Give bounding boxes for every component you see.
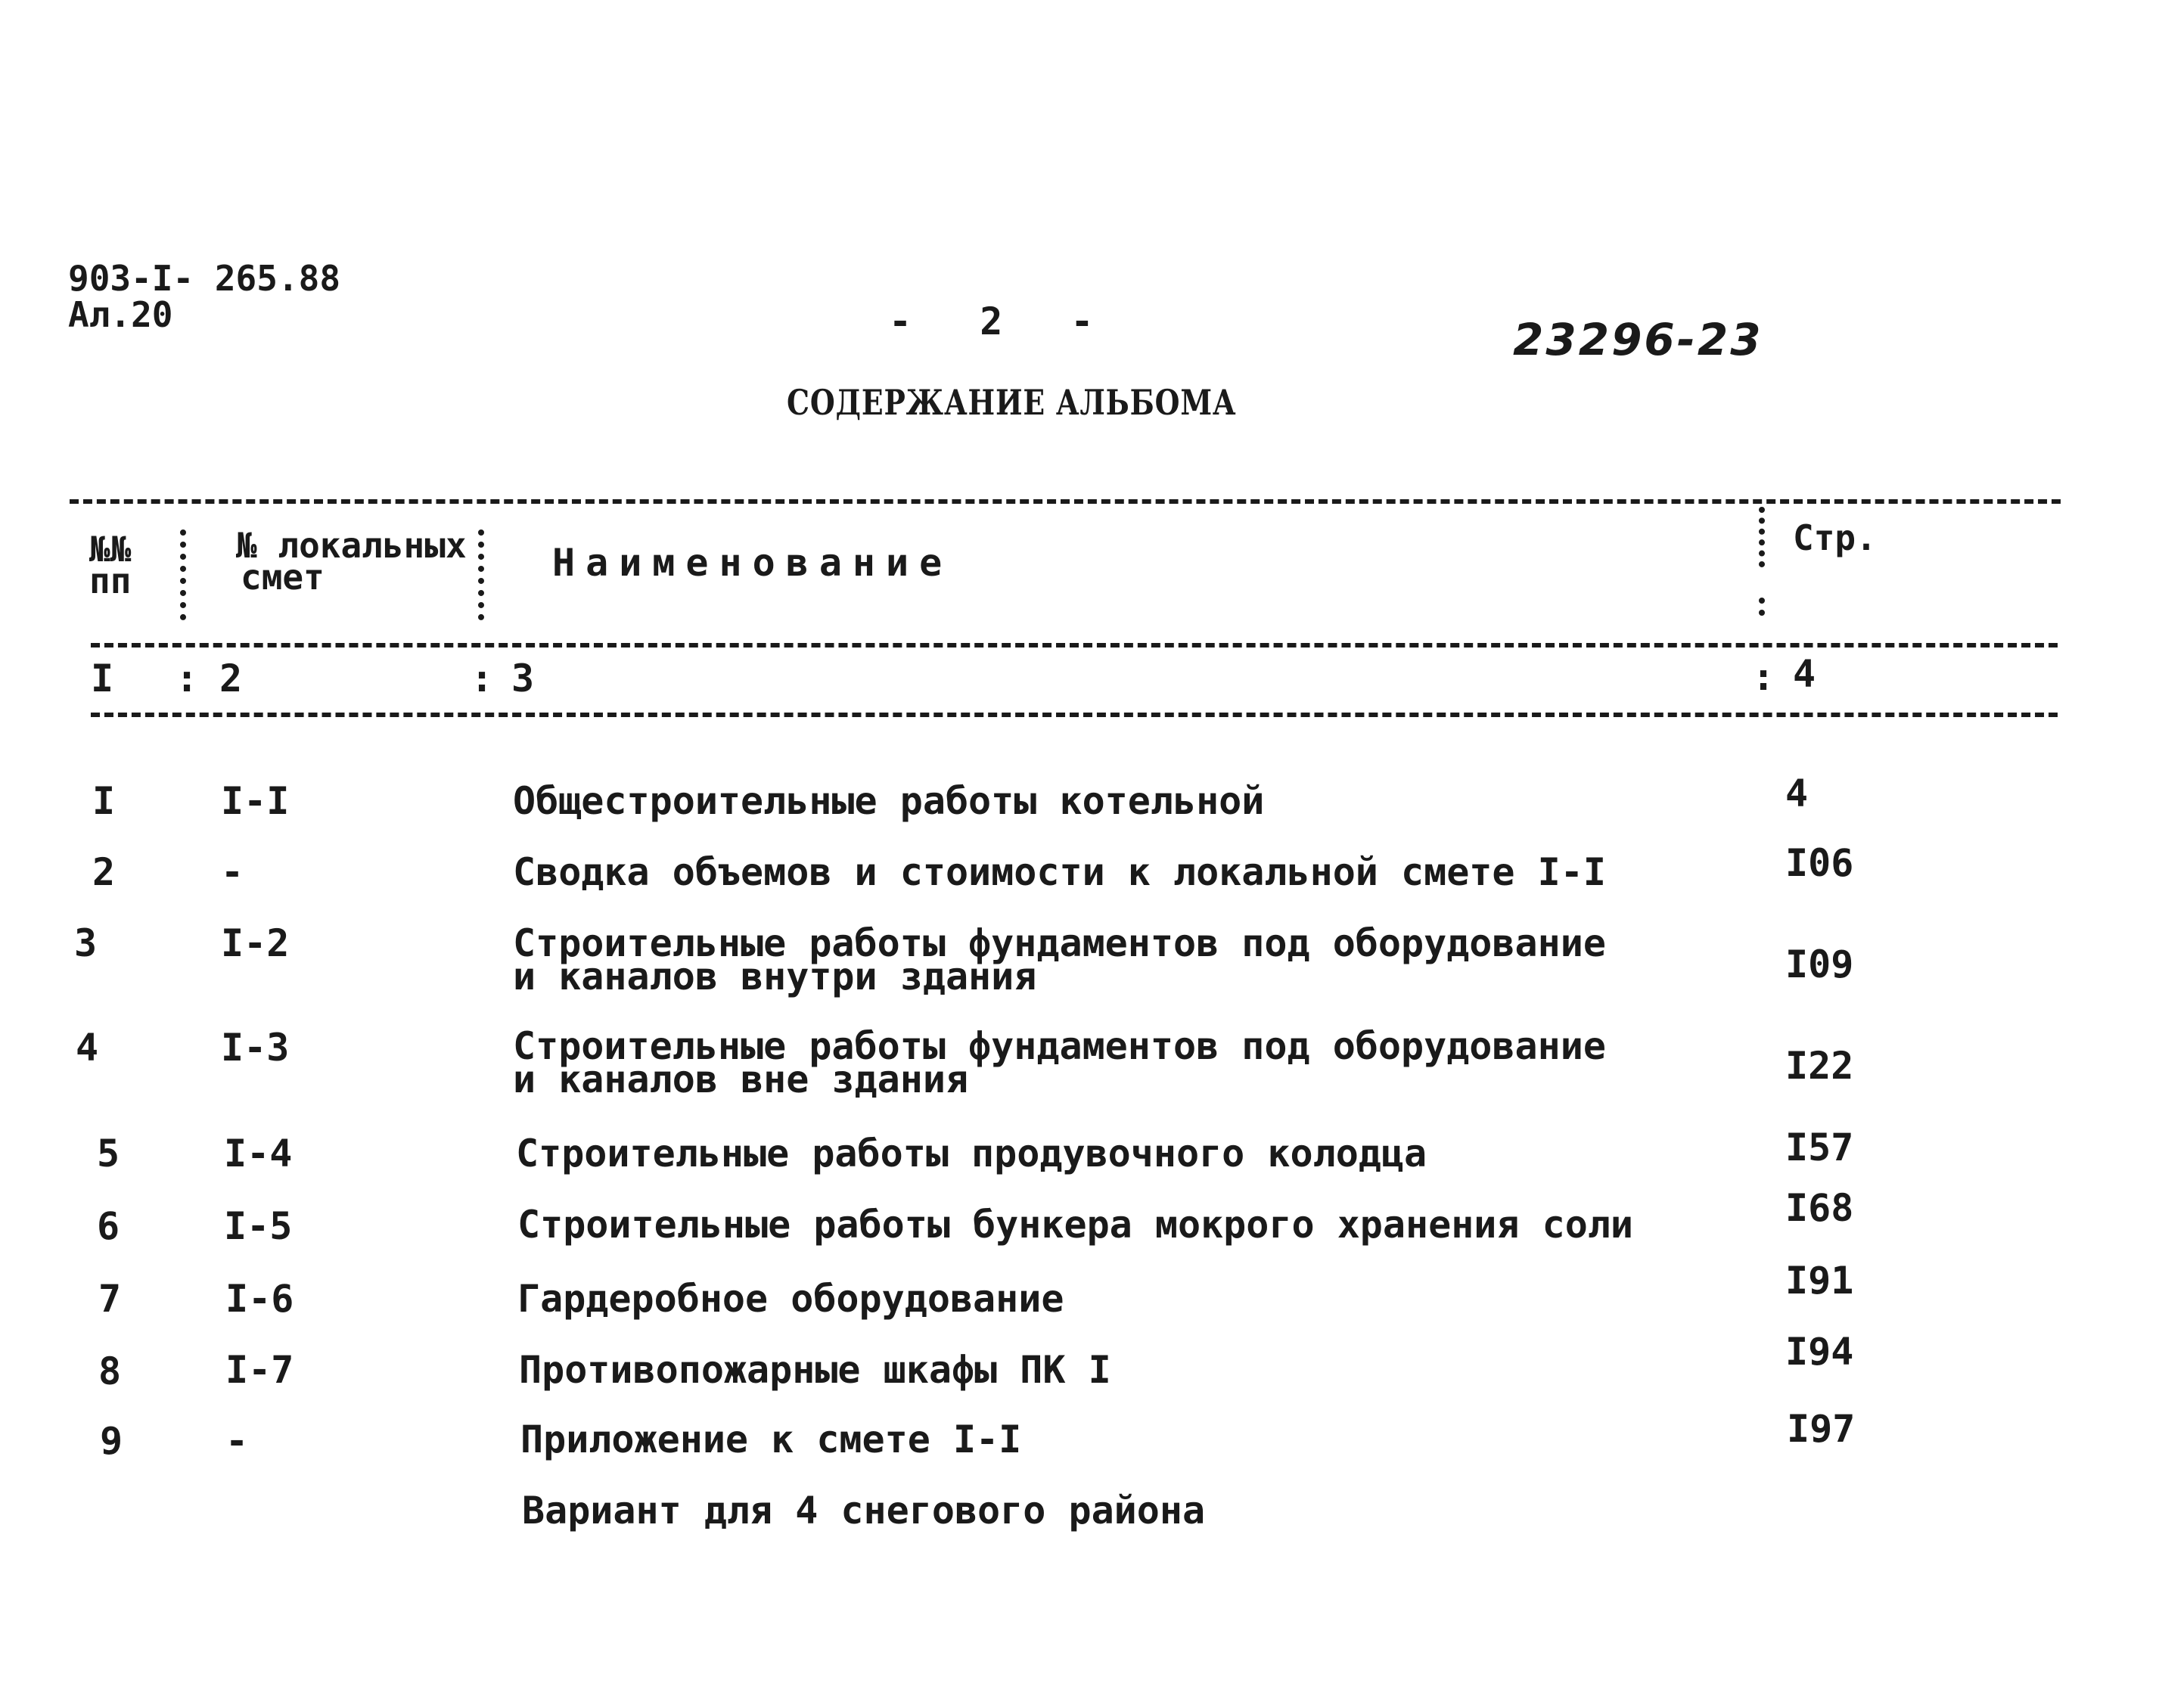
row-5-number: 5	[97, 1132, 120, 1175]
column-header-estimate-line2: смет	[241, 557, 325, 598]
row-4-number: 4	[76, 1026, 99, 1070]
row-2-estimate: -	[221, 850, 244, 894]
row-1-name: Общестроительные работы котельной	[513, 779, 1265, 823]
row-3-number: 3	[74, 921, 98, 965]
row-6-page: I68	[1785, 1186, 1854, 1230]
row-3-estimate: I-2	[221, 921, 290, 965]
table-header-rule	[91, 643, 2058, 647]
row-4-name-line2: и каналов вне здания	[513, 1057, 969, 1101]
table-colnum-rule	[91, 713, 2058, 717]
album-number: Ал.20	[68, 294, 173, 335]
header-separator-1	[180, 529, 186, 620]
row-1-number: I	[92, 779, 116, 823]
row-9-name: Приложение к смете I-I	[520, 1418, 1022, 1461]
document-code: 903-I- 265.88	[68, 258, 341, 299]
row-8-estimate: I-7	[225, 1348, 294, 1392]
row-2-page: I06	[1785, 841, 1854, 885]
row-5-estimate: I-4	[224, 1132, 293, 1175]
row-5-page: I57	[1785, 1126, 1854, 1169]
row-7-number: 7	[98, 1277, 122, 1321]
column-number-separator: :	[1752, 655, 1775, 699]
column-number-2: 2	[219, 657, 243, 700]
row-3-page: I09	[1785, 943, 1854, 986]
header-separator-3	[1759, 507, 1765, 567]
row-8-name: Противопожарные шкафы ПК I	[519, 1348, 1111, 1392]
column-header-page: Стр.	[1793, 517, 1877, 558]
column-number-separator: :	[471, 657, 494, 700]
row-7-estimate: I-6	[225, 1277, 294, 1321]
row-2-number: 2	[92, 850, 116, 894]
column-number-3: 3	[511, 657, 535, 700]
row-1-page: 4	[1785, 772, 1809, 815]
row-7-page: I91	[1785, 1259, 1854, 1303]
row-2-name: Сводка объемов и стоимости к локальной смете I-I	[513, 850, 1606, 894]
column-number-separator: :	[176, 657, 199, 700]
inventory-stamp-number: 23296-23	[1513, 314, 1763, 365]
column-header-number-line1: №№	[89, 529, 132, 570]
row-4-page: I22	[1785, 1044, 1854, 1088]
column-number-4: 4	[1793, 652, 1816, 696]
column-header-number-line2: пп	[89, 561, 132, 601]
row-9-number: 9	[100, 1419, 123, 1463]
row-5-name: Строительные работы продувочного колодца	[516, 1132, 1427, 1175]
column-header-name: Наименование	[552, 541, 953, 585]
row-3-name-line2: и каналов внутри здания	[513, 955, 1037, 998]
header-separator-2	[478, 529, 484, 620]
row-3-name-line1: Строительные работы фундаментов под оборудование	[513, 921, 1606, 965]
snow-region-variant-note: Вариант для 4 снегового района	[522, 1489, 1206, 1533]
row-6-number: 6	[97, 1204, 120, 1248]
row-9-page: I97	[1787, 1407, 1856, 1451]
column-header-estimate-line1: № локальных	[236, 525, 467, 566]
row-6-estimate: I-5	[224, 1204, 293, 1248]
row-6-name: Строительные работы бункера мокрого хранения соли	[517, 1203, 1634, 1247]
row-7-name: Гардеробное оборудование	[517, 1277, 1064, 1321]
row-9-estimate: -	[225, 1419, 249, 1463]
page-title: СОДЕРЖАНИЕ АЛЬБОМА	[787, 382, 1237, 423]
column-number-1: I	[91, 657, 114, 700]
header-separator-3b	[1759, 598, 1765, 616]
row-8-number: 8	[98, 1349, 122, 1393]
row-8-page: I94	[1785, 1330, 1854, 1374]
row-4-name-line1: Строительные работы фундаментов под оборудование	[513, 1024, 1606, 1068]
page-number: - 2 -	[889, 300, 1094, 343]
row-1-estimate: I-I	[221, 779, 290, 823]
table-top-rule	[70, 499, 2061, 504]
row-4-estimate: I-3	[221, 1026, 290, 1070]
